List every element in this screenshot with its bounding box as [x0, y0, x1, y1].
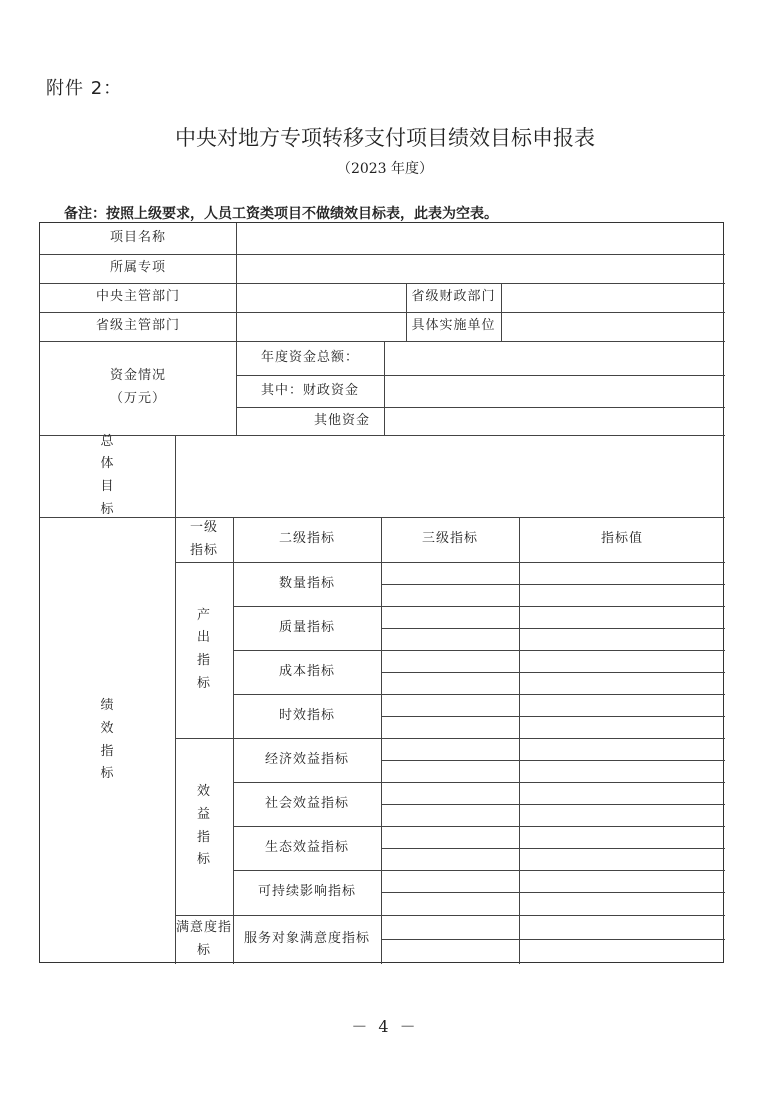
form-year: （2023 年度） — [336, 161, 434, 177]
annual-total-label: 年度资金总额： — [260, 349, 359, 365]
benefit-indicator-label: 效 益 指 标 — [196, 784, 211, 868]
provincial-finance-label: 省级财政部门 — [411, 289, 496, 305]
impl-unit-label: 具体实施单位 — [411, 318, 496, 334]
provincial-dept-field[interactable] — [237, 312, 406, 341]
other-fund-label: 其他资金 — [313, 412, 370, 428]
project-name-label: 项目名称 — [109, 230, 166, 246]
level1-header: 一级 指标 — [189, 519, 218, 558]
page-number: － 4 － — [351, 1017, 419, 1036]
overall-goal-field[interactable] — [176, 435, 725, 517]
impl-unit-field[interactable] — [502, 312, 725, 341]
timeliness-indicator-label: 时效指标 — [278, 707, 335, 723]
level3-header: 三级指标 — [421, 531, 478, 547]
economic-benefit-label: 经济效益指标 — [264, 751, 349, 767]
form-title: 中央对地方专项转移支付项目绩效目标申报表 — [175, 126, 595, 150]
annual-total-field[interactable] — [385, 341, 725, 375]
fiscal-fund-label: 其中：财政资金 — [260, 382, 359, 398]
cost-indicator-label: 成本指标 — [278, 663, 335, 679]
ecological-benefit-label: 生态效益指标 — [264, 839, 349, 855]
central-dept-label: 中央主管部门 — [95, 289, 180, 305]
special-item-field[interactable] — [237, 254, 725, 283]
form-note: 备注：按照上级要求，人员工资类项目不做绩效目标表，此表为空表。 — [64, 206, 498, 222]
fund-label: 资金情况 （万元） — [109, 368, 166, 406]
other-fund-field[interactable] — [385, 407, 725, 435]
performance-indicator-label: 绩 效 指 标 — [100, 698, 115, 782]
project-name-field[interactable] — [237, 223, 725, 254]
performance-goal-form — [39, 222, 724, 963]
quality-indicator-label: 质量指标 — [278, 619, 335, 635]
attachment-label: 附件 2： — [46, 78, 123, 99]
provincial-finance-field[interactable] — [502, 283, 725, 312]
satisfaction-indicator-label: 满意度指 标 — [175, 919, 232, 958]
central-dept-field[interactable] — [237, 283, 406, 312]
output-indicator-label: 产 出 指 标 — [196, 607, 211, 691]
quantity-indicator-label: 数量指标 — [278, 575, 335, 591]
value-header: 指标值 — [600, 531, 643, 547]
social-benefit-label: 社会效益指标 — [264, 795, 349, 811]
special-item-label: 所属专项 — [109, 260, 166, 276]
overall-goal-label: 总 体 目 标 — [100, 433, 115, 517]
service-satisfaction-label: 服务对象满意度指标 — [243, 931, 370, 947]
provincial-dept-label: 省级主管部门 — [95, 318, 180, 334]
level2-header: 二级指标 — [278, 531, 335, 547]
sustainable-impact-label: 可持续影响指标 — [257, 884, 356, 900]
fiscal-fund-field[interactable] — [385, 375, 725, 407]
